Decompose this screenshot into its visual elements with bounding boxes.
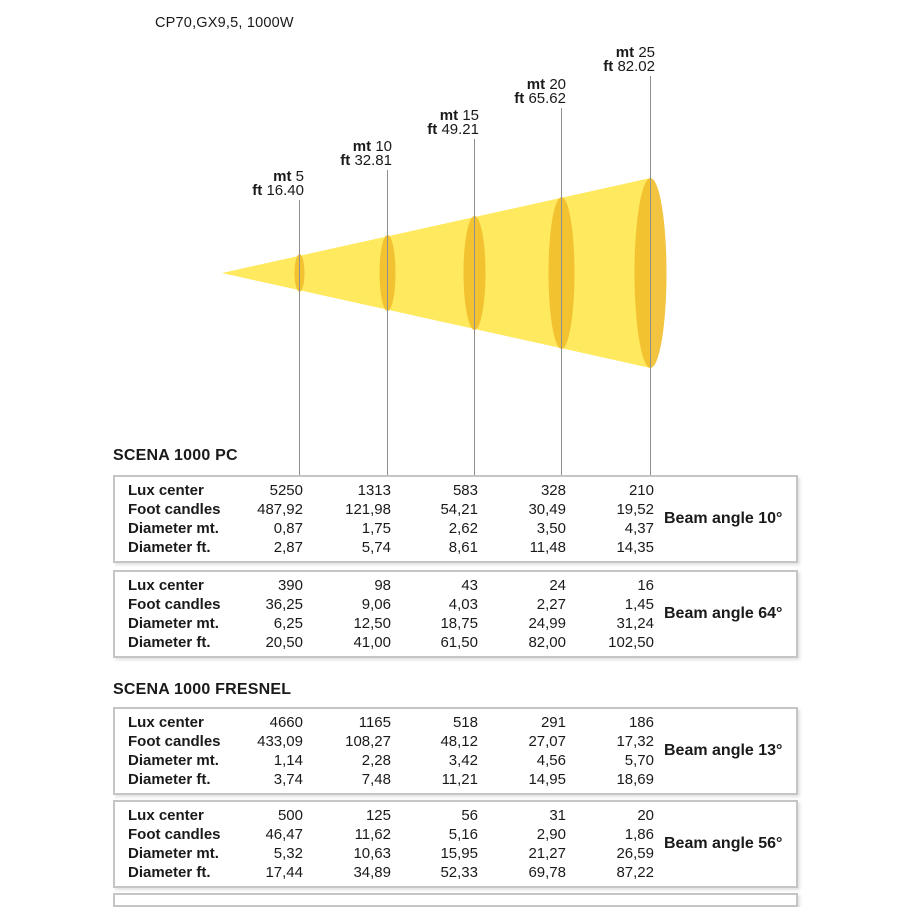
cell: 18,69 [616,771,654,788]
cell: 9,06 [361,596,391,613]
cell: 18,75 [440,615,478,632]
cell: 186 [628,714,654,731]
cell: 500 [277,807,303,824]
cell: 87,22 [616,864,654,881]
cell: 8,61 [448,539,478,556]
cell: 433,09 [257,733,303,750]
row-label: Diameter mt. [128,752,219,769]
cell: 3,42 [448,752,478,769]
cell: 2,90 [536,826,566,843]
row-label: Foot candles [128,733,221,750]
next-table-cutoff [113,893,798,907]
cell: 10,63 [353,845,391,862]
photometric-table-pc-64 [113,570,798,658]
section-heading-fresnel: SCENA 1000 FRESNEL [113,681,292,698]
cell: 121,98 [345,501,391,518]
photometric-table-pc-10 [113,475,798,563]
cell: 2,62 [448,520,478,537]
ft-value: 16.40 [266,182,304,199]
beam-angle-label: Beam angle 13° [664,742,783,759]
mt-word: mt [352,138,372,155]
cell: 5,16 [448,826,478,843]
cell: 46,47 [265,826,303,843]
cell: 1,45 [624,596,654,613]
cell: 210 [628,482,654,499]
cell: 291 [540,714,566,731]
cell: 61,50 [440,634,478,651]
row-label: Lux center [128,714,204,731]
row-label: Foot candles [128,596,221,613]
row-label: Diameter mt. [128,615,219,632]
cell: 5,74 [361,539,391,556]
row-label: Diameter ft. [128,771,211,788]
cell: 5,70 [624,752,654,769]
ft-value: 82.02 [617,58,655,75]
cell: 31 [549,807,566,824]
cell: 56 [461,807,478,824]
cell: 518 [452,714,478,731]
cell: 1,75 [361,520,391,537]
mt-value: 10 [375,138,392,155]
cell: 2,27 [536,596,566,613]
distance-label-10mt [272,140,392,168]
distance-label-20mt [446,78,566,106]
cell: 11,48 [529,539,566,556]
cell: 11,21 [441,771,478,788]
row-label: Foot candles [128,826,221,843]
mt-value: 25 [638,44,655,61]
cell: 108,27 [345,733,391,750]
beam-angle-label: Beam angle 64° [664,605,783,622]
row-label: Lux center [128,807,204,824]
beam-cone [222,178,651,368]
cell: 4660 [269,714,303,731]
cell: 328 [540,482,566,499]
ft-value: 65.62 [528,90,566,107]
row-label: Diameter ft. [128,539,211,556]
cell: 1,86 [624,826,654,843]
cell: 1165 [358,714,391,731]
row-label: Foot candles [128,501,221,518]
row-label: Diameter ft. [128,634,211,651]
cell: 487,92 [257,501,303,518]
cell: 4,03 [448,596,478,613]
mt-word: mt [273,168,292,185]
cell: 20 [637,807,654,824]
table-rows [115,713,654,789]
distance-label-25mt [535,46,655,74]
row-label: Lux center [128,482,204,499]
cell: 34,89 [353,864,391,881]
cell: 4,56 [536,752,566,769]
photometric-table-fresnel-13 [113,707,798,795]
ft-word: ft [427,121,438,138]
mt-word: mt [615,44,635,61]
photometric-table-fresnel-56 [113,800,798,888]
cell: 6,25 [273,615,303,632]
cell: 27,07 [528,733,566,750]
cell: 0,87 [273,520,303,537]
cell: 3,50 [536,520,566,537]
cell: 36,25 [265,596,303,613]
cell: 52,33 [440,864,478,881]
cell: 5,32 [273,845,303,862]
cell: 3,74 [273,771,303,788]
cell: 43 [461,577,478,594]
ft-word: ft [340,152,351,169]
row-label: Diameter mt. [128,845,219,862]
cell: 24,99 [528,615,566,632]
cell: 7,48 [361,771,391,788]
cell: 31,24 [616,615,654,632]
ft-word: ft [603,58,614,75]
ft-word: ft [514,90,525,107]
cell: 125 [365,807,391,824]
cell: 82,00 [528,634,566,651]
cell: 24 [549,577,566,594]
section-heading-pc: SCENA 1000 PC [113,447,238,464]
cell: 54,21 [440,501,478,518]
cell: 390 [277,577,303,594]
beam-angle-label: Beam angle 10° [664,510,783,527]
page-title: CP70,GX9,5, 1000W [155,15,294,31]
cell: 102,50 [608,634,654,651]
cell: 12,50 [353,615,391,632]
cell: 1313 [357,482,391,499]
ft-word: ft [252,182,263,199]
beam-angle-label: Beam angle 56° [664,835,783,852]
cell: 4,37 [624,520,654,537]
cell: 21,27 [528,845,566,862]
cell: 14,35 [616,539,654,556]
cell: 26,59 [616,845,654,862]
cell: 5250 [269,482,303,499]
cell: 20,50 [265,634,303,651]
cell: 41,00 [353,634,391,651]
cell: 48,12 [440,733,478,750]
table-rows [115,576,654,652]
mt-value: 5 [295,168,304,185]
cell: 19,52 [616,501,654,518]
cell: 15,95 [440,845,478,862]
mt-value: 15 [462,107,479,124]
cell: 583 [452,482,478,499]
cell: 2,87 [273,539,303,556]
cell: 11,62 [354,826,391,843]
mt-word: mt [439,107,459,124]
cell: 1,14 [273,752,303,769]
cell: 17,32 [616,733,654,750]
mt-word: mt [526,76,546,93]
ft-value: 49.21 [441,121,479,138]
cell: 14,95 [528,771,566,788]
ft-value: 32.81 [354,152,392,169]
table-rows [115,481,654,557]
row-label: Lux center [128,577,204,594]
cell: 17,44 [265,864,303,881]
cell: 30,49 [528,501,566,518]
row-label: Diameter ft. [128,864,211,881]
mt-value: 20 [549,76,566,93]
cell: 98 [374,577,391,594]
cell: 2,28 [361,752,391,769]
table-rows [115,806,654,882]
cell: 69,78 [528,864,566,881]
cell: 16 [637,577,654,594]
distance-label-5mt [184,170,304,198]
row-label: Diameter mt. [128,520,219,537]
distance-label-15mt [359,109,479,137]
